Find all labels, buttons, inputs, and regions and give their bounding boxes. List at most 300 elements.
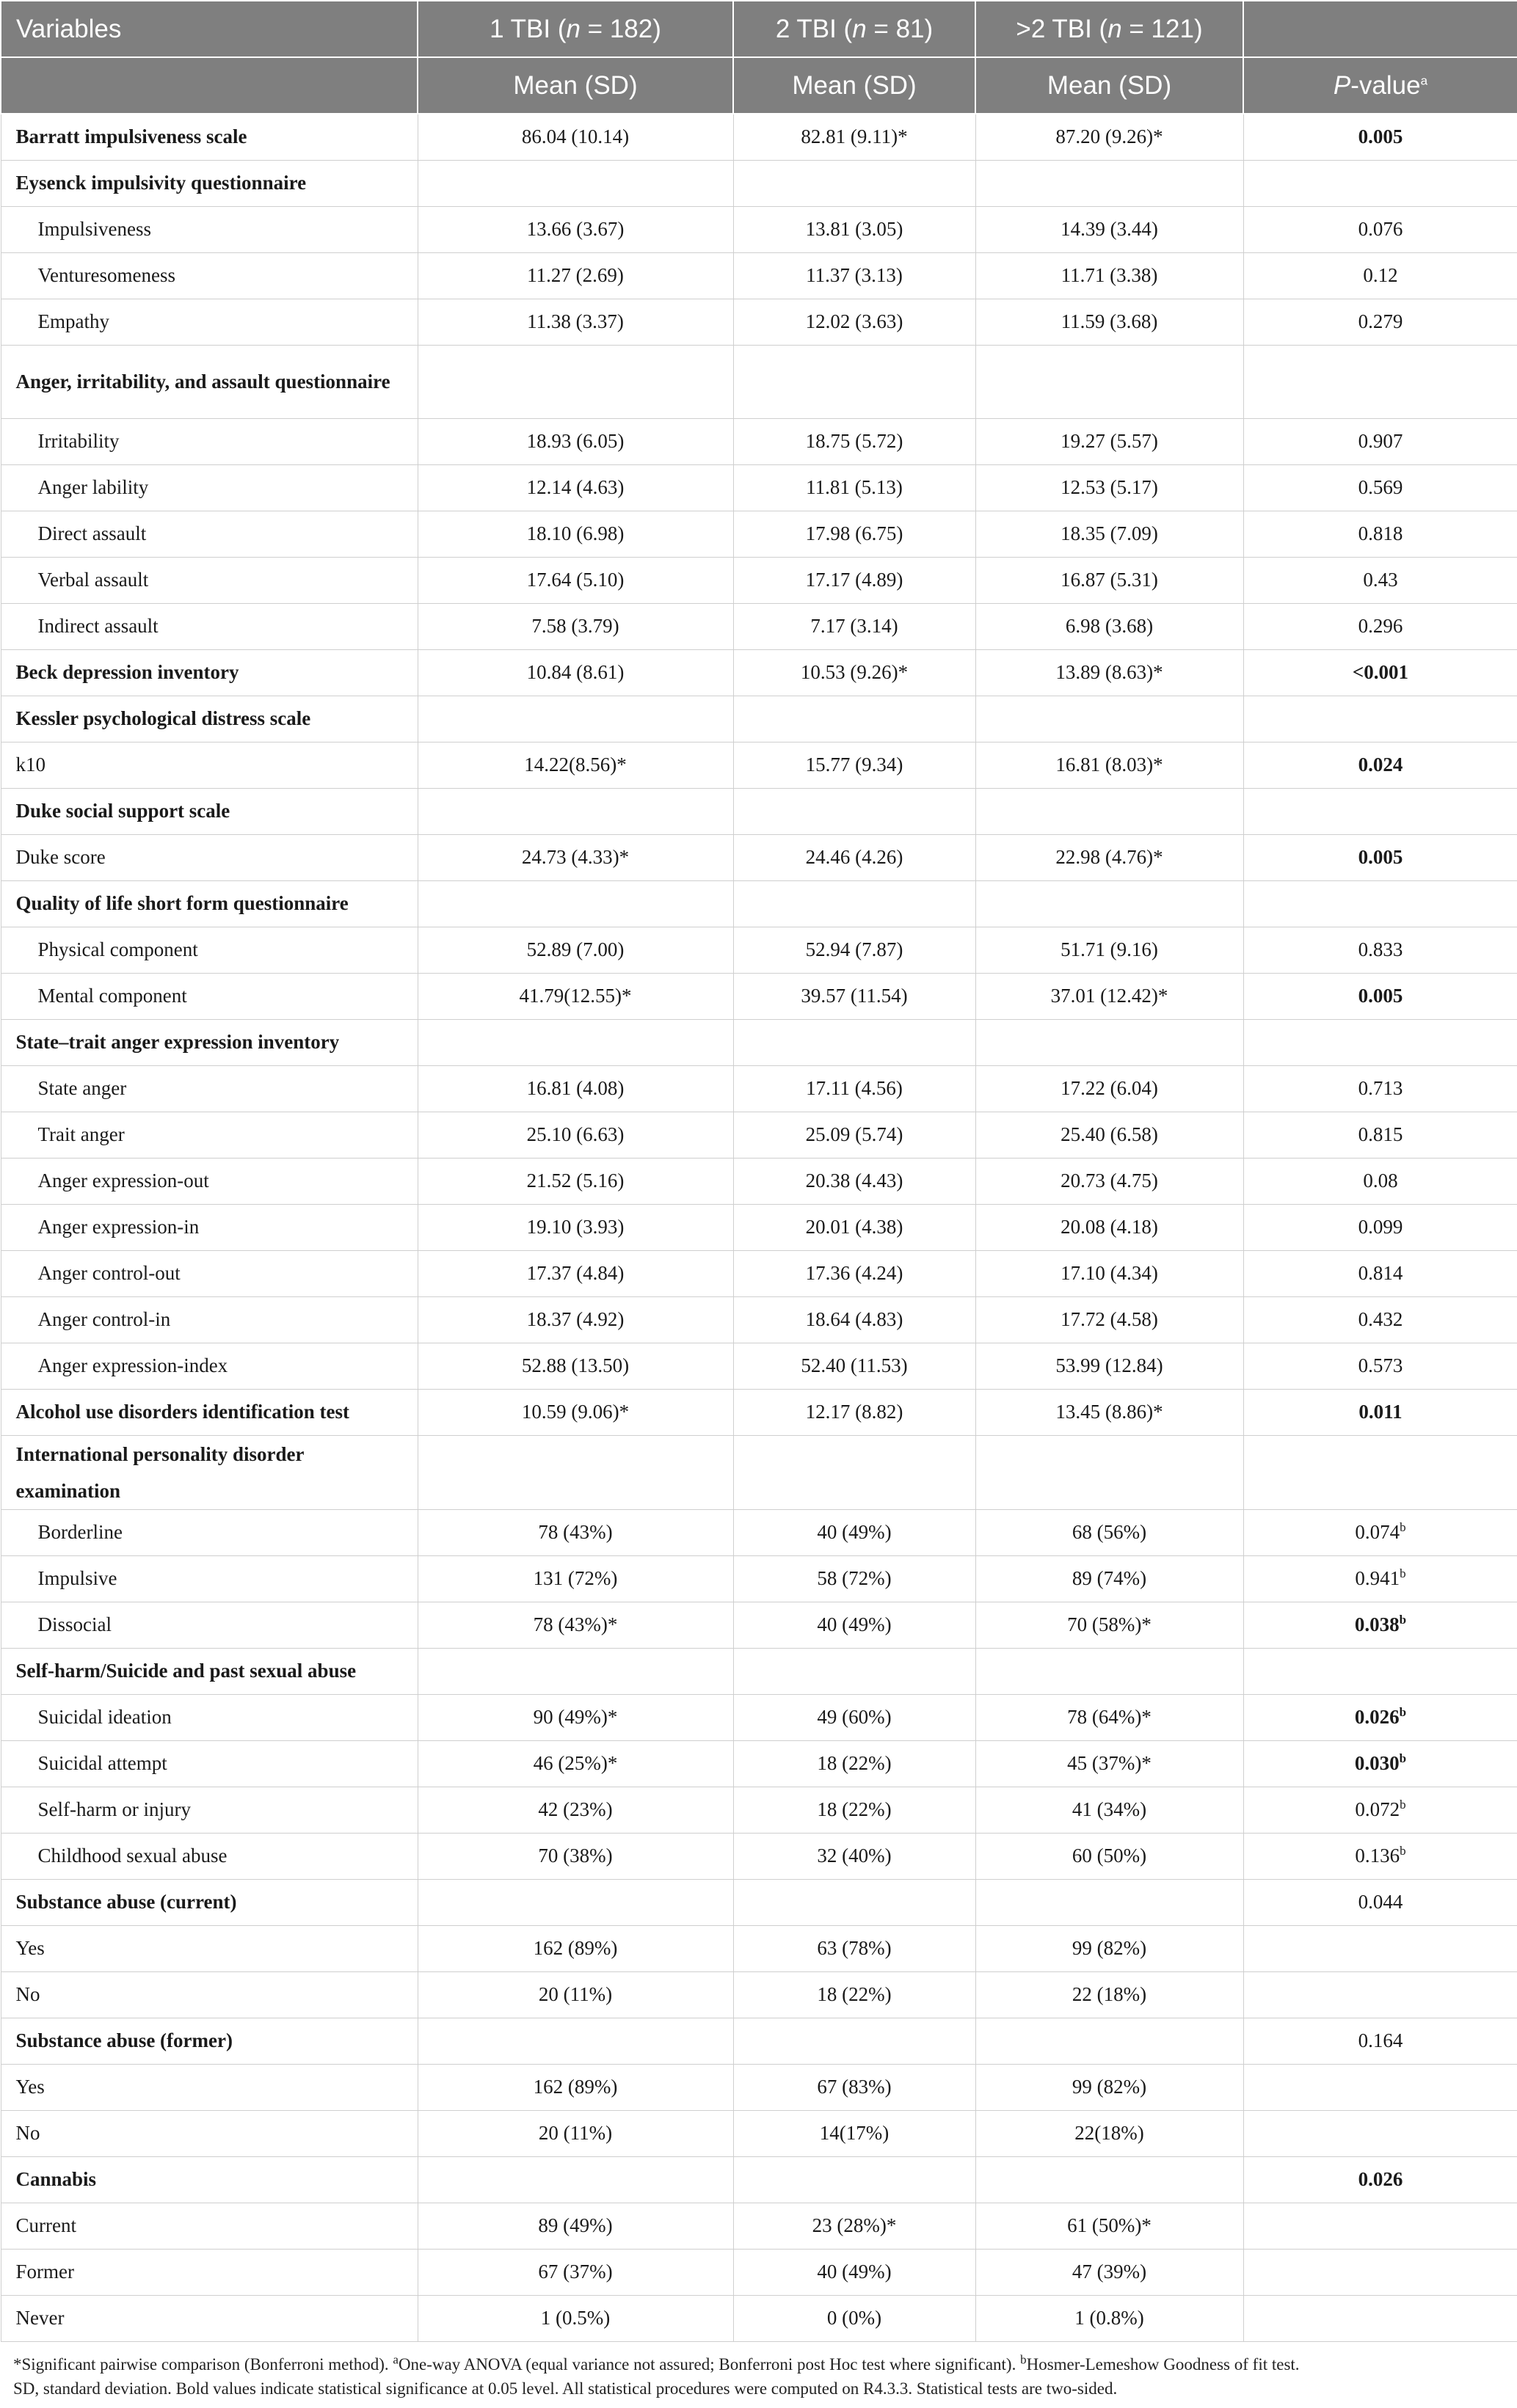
- cell-group-3: 17.22 (6.04): [975, 1065, 1243, 1112]
- cell-p-value: [1243, 2018, 1517, 2064]
- row-label: Former: [1, 2249, 418, 2295]
- cell-p-value: [1243, 1833, 1517, 1879]
- table-row: [1, 1925, 1517, 1971]
- cell-p-value: [1243, 1694, 1517, 1740]
- table-row: [1, 1833, 1517, 1879]
- cell-group-1: 19.10 (3.93): [418, 1204, 733, 1250]
- p-value-text: 0.815: [1358, 1123, 1403, 1145]
- table-row: [1, 2295, 1517, 2341]
- cell-p-value: [1243, 1648, 1517, 1694]
- header-variables: Variables: [1, 1, 418, 57]
- cell-group-3: 16.87 (5.31): [975, 557, 1243, 603]
- table-row: [1, 1602, 1517, 1648]
- p-value-footnote-mark: b: [1399, 1705, 1407, 1719]
- row-label: Yes: [1, 2064, 418, 2110]
- cell-group-3: 99 (82%): [975, 1925, 1243, 1971]
- cell-group-1: 10.84 (8.61): [418, 649, 733, 696]
- row-label: Current: [1, 2203, 418, 2249]
- cell-group-3: [975, 1019, 1243, 1065]
- table-row: [1, 1555, 1517, 1602]
- cell-group-1: [418, 880, 733, 927]
- header-blank: [1243, 1, 1517, 57]
- row-label: Alcohol use disorders identification test: [1, 1389, 418, 1435]
- cell-group-1: 16.81 (4.08): [418, 1065, 733, 1112]
- cell-p-value: [1243, 2110, 1517, 2156]
- table-row: [1, 1694, 1517, 1740]
- cell-group-3: 78 (64%)*: [975, 1694, 1243, 1740]
- cell-group-2: 52.94 (7.87): [733, 927, 975, 973]
- cell-p-value: [1243, 1019, 1517, 1065]
- row-label: International personality disorder examination: [1, 1435, 418, 1509]
- row-label: Anger control-in: [1, 1296, 418, 1343]
- cell-group-3: [975, 1435, 1243, 1509]
- table-row: [1, 1971, 1517, 2018]
- cell-group-2: 24.46 (4.26): [733, 834, 975, 880]
- cell-group-1: 162 (89%): [418, 1925, 733, 1971]
- cell-group-3: 61 (50%)*: [975, 2203, 1243, 2249]
- cell-group-3: 22(18%): [975, 2110, 1243, 2156]
- cell-group-1: 18.10 (6.98): [418, 511, 733, 557]
- p-value-text: 0.026: [1354, 1706, 1400, 1728]
- row-label: Suicidal attempt: [1, 1740, 418, 1787]
- p-value-text: 0.43: [1363, 569, 1398, 591]
- cell-p-value: [1243, 1879, 1517, 1925]
- cell-group-2: 67 (83%): [733, 2064, 975, 2110]
- cell-group-1: [418, 1879, 733, 1925]
- header-group-gt2-tbi: >2 TBI (n = 121): [975, 1, 1243, 57]
- cell-group-1: [418, 788, 733, 834]
- p-value-text: 0.164: [1358, 2029, 1403, 2051]
- cell-p-value: [1243, 1065, 1517, 1112]
- p-value-text: 0.074: [1355, 1521, 1400, 1543]
- cell-group-1: 41.79(12.55)*: [418, 973, 733, 1019]
- cell-group-2: 52.40 (11.53): [733, 1343, 975, 1389]
- cell-group-3: 51.71 (9.16): [975, 927, 1243, 973]
- cell-group-3: [975, 345, 1243, 418]
- cell-group-3: 17.10 (4.34): [975, 1250, 1243, 1296]
- cell-group-3: [975, 160, 1243, 206]
- header-group-1-tbi: 1 TBI (n = 182): [418, 1, 733, 57]
- cell-group-2: [733, 1879, 975, 1925]
- cell-group-3: [975, 696, 1243, 742]
- cell-group-3: 1 (0.8%): [975, 2295, 1243, 2341]
- table-row: [1, 1158, 1517, 1204]
- cell-group-1: 18.37 (4.92): [418, 1296, 733, 1343]
- cell-group-3: 16.81 (8.03)*: [975, 742, 1243, 788]
- row-label: Anger expression-out: [1, 1158, 418, 1204]
- cell-p-value: [1243, 2156, 1517, 2203]
- p-value-text: 0.833: [1358, 938, 1403, 960]
- cell-group-3: 89 (74%): [975, 1555, 1243, 1602]
- cell-group-1: 24.73 (4.33)*: [418, 834, 733, 880]
- cell-group-1: 52.89 (7.00): [418, 927, 733, 973]
- row-label: Irritability: [1, 418, 418, 464]
- p-value-text: 0.076: [1358, 218, 1403, 240]
- cell-group-3: 22.98 (4.76)*: [975, 834, 1243, 880]
- row-label: Yes: [1, 1925, 418, 1971]
- row-label: Childhood sexual abuse: [1, 1833, 418, 1879]
- cell-group-1: 78 (43%): [418, 1509, 733, 1555]
- cell-group-3: 87.20 (9.26)*: [975, 114, 1243, 160]
- cell-group-1: 42 (23%): [418, 1787, 733, 1833]
- cell-p-value: [1243, 345, 1517, 418]
- cell-p-value: [1243, 1740, 1517, 1787]
- cell-p-value: [1243, 418, 1517, 464]
- row-label: Substance abuse (current): [1, 1879, 418, 1925]
- cell-p-value: [1243, 696, 1517, 742]
- cell-group-1: 21.52 (5.16): [418, 1158, 733, 1204]
- table-row: [1, 1343, 1517, 1389]
- cell-group-1: [418, 345, 733, 418]
- row-label: Venturesomeness: [1, 252, 418, 299]
- header-group-2-tbi: 2 TBI (n = 81): [733, 1, 975, 57]
- cell-group-3: 12.53 (5.17): [975, 464, 1243, 511]
- cell-group-3: 20.73 (4.75): [975, 1158, 1243, 1204]
- table-row: [1, 1065, 1517, 1112]
- cell-group-2: 17.98 (6.75): [733, 511, 975, 557]
- table-row: [1, 788, 1517, 834]
- cell-group-3: 14.39 (3.44): [975, 206, 1243, 252]
- cell-group-2: 13.81 (3.05): [733, 206, 975, 252]
- cell-group-2: 23 (28%)*: [733, 2203, 975, 2249]
- cell-group-3: 45 (37%)*: [975, 1740, 1243, 1787]
- cell-group-1: 17.64 (5.10): [418, 557, 733, 603]
- cell-p-value: [1243, 973, 1517, 1019]
- header-mean-sd-3: Mean (SD): [975, 57, 1243, 114]
- p-value-text: 0.12: [1363, 264, 1398, 286]
- row-label: No: [1, 2110, 418, 2156]
- cell-group-1: 90 (49%)*: [418, 1694, 733, 1740]
- table-header: [1, 1, 1517, 114]
- cell-group-3: 18.35 (7.09): [975, 511, 1243, 557]
- cell-p-value: [1243, 927, 1517, 973]
- cell-p-value: [1243, 1389, 1517, 1435]
- cell-group-1: 7.58 (3.79): [418, 603, 733, 649]
- cell-group-2: 18 (22%): [733, 1740, 975, 1787]
- table-row: [1, 1435, 1517, 1509]
- table-row: [1, 418, 1517, 464]
- cell-p-value: [1243, 788, 1517, 834]
- cell-group-2: 20.38 (4.43): [733, 1158, 975, 1204]
- row-label: Duke social support scale: [1, 788, 418, 834]
- p-value-text: 0.005: [1358, 125, 1403, 148]
- p-value-footnote-mark: b: [1400, 1566, 1406, 1580]
- cell-p-value: [1243, 1204, 1517, 1250]
- table-row: [1, 464, 1517, 511]
- table-row: [1, 973, 1517, 1019]
- table-row: [1, 1296, 1517, 1343]
- row-label: State–trait anger expression inventory: [1, 1019, 418, 1065]
- cell-group-2: 17.36 (4.24): [733, 1250, 975, 1296]
- cell-group-2: 49 (60%): [733, 1694, 975, 1740]
- cell-p-value: [1243, 2295, 1517, 2341]
- cell-p-value: [1243, 464, 1517, 511]
- cell-group-1: 67 (37%): [418, 2249, 733, 2295]
- cell-group-2: 25.09 (5.74): [733, 1112, 975, 1158]
- p-value-text: 0.432: [1358, 1308, 1403, 1330]
- cell-group-3: 68 (56%): [975, 1509, 1243, 1555]
- cell-group-1: 86.04 (10.14): [418, 114, 733, 160]
- cell-group-2: 0 (0%): [733, 2295, 975, 2341]
- cell-group-3: [975, 1879, 1243, 1925]
- row-label: No: [1, 1971, 418, 2018]
- p-value-text: <0.001: [1352, 661, 1409, 683]
- table-row: [1, 160, 1517, 206]
- cell-group-2: [733, 1435, 975, 1509]
- table-row: [1, 2064, 1517, 2110]
- cell-group-3: [975, 1648, 1243, 1694]
- cell-group-2: [733, 1019, 975, 1065]
- cell-group-3: 47 (39%): [975, 2249, 1243, 2295]
- p-value-text: 0.011: [1358, 1401, 1403, 1423]
- row-label: Mental component: [1, 973, 418, 1019]
- cell-p-value: [1243, 1343, 1517, 1389]
- header-mean-sd-1: Mean (SD): [418, 57, 733, 114]
- table-row: [1, 1509, 1517, 1555]
- p-value-text: 0.08: [1363, 1170, 1398, 1192]
- table-row: [1, 696, 1517, 742]
- p-value-text: 0.026: [1358, 2168, 1403, 2190]
- cell-group-2: 11.81 (5.13): [733, 464, 975, 511]
- cell-group-2: 10.53 (9.26)*: [733, 649, 975, 696]
- cell-p-value: [1243, 1112, 1517, 1158]
- cell-group-2: 17.11 (4.56): [733, 1065, 975, 1112]
- cell-group-1: [418, 2018, 733, 2064]
- cell-p-value: [1243, 880, 1517, 927]
- cell-p-value: [1243, 1509, 1517, 1555]
- cell-p-value: [1243, 1158, 1517, 1204]
- row-label: Impulsiveness: [1, 206, 418, 252]
- cell-group-1: [418, 696, 733, 742]
- cell-group-2: 39.57 (11.54): [733, 973, 975, 1019]
- row-label: Anger lability: [1, 464, 418, 511]
- p-value-text: 0.296: [1358, 615, 1403, 637]
- row-label: Borderline: [1, 1509, 418, 1555]
- table-row: [1, 511, 1517, 557]
- p-value-text: 0.279: [1358, 310, 1403, 332]
- cell-group-3: 25.40 (6.58): [975, 1112, 1243, 1158]
- table-row: [1, 1879, 1517, 1925]
- row-label: Self-harm/Suicide and past sexual abuse: [1, 1648, 418, 1694]
- row-label: Eysenck impulsivity questionnaire: [1, 160, 418, 206]
- cell-group-1: 89 (49%): [418, 2203, 733, 2249]
- cell-p-value: [1243, 1602, 1517, 1648]
- row-label: Never: [1, 2295, 418, 2341]
- row-label: Trait anger: [1, 1112, 418, 1158]
- table-row: [1, 345, 1517, 418]
- cell-group-1: 11.27 (2.69): [418, 252, 733, 299]
- p-value-text: 0.024: [1358, 754, 1403, 776]
- cell-p-value: [1243, 557, 1517, 603]
- row-label: Dissocial: [1, 1602, 418, 1648]
- p-value-text: 0.907: [1358, 430, 1403, 452]
- table-row: [1, 2203, 1517, 2249]
- cell-group-1: 1 (0.5%): [418, 2295, 733, 2341]
- cell-group-2: [733, 788, 975, 834]
- row-label: Beck depression inventory: [1, 649, 418, 696]
- cell-p-value: [1243, 1296, 1517, 1343]
- cell-p-value: [1243, 160, 1517, 206]
- table-row: [1, 114, 1517, 160]
- cell-group-3: 53.99 (12.84): [975, 1343, 1243, 1389]
- p-value-footnote-mark: b: [1400, 1798, 1406, 1812]
- cell-group-3: 22 (18%): [975, 1971, 1243, 2018]
- cell-group-2: 12.02 (3.63): [733, 299, 975, 345]
- table-row: [1, 603, 1517, 649]
- cell-group-3: 20.08 (4.18): [975, 1204, 1243, 1250]
- cell-group-1: 52.88 (13.50): [418, 1343, 733, 1389]
- cell-group-2: 14(17%): [733, 2110, 975, 2156]
- cell-group-2: 11.37 (3.13): [733, 252, 975, 299]
- p-value-text: 0.573: [1358, 1354, 1403, 1376]
- table-row: [1, 252, 1517, 299]
- p-value-text: 0.072: [1355, 1798, 1400, 1820]
- table-row: [1, 834, 1517, 880]
- header-row-groups: [1, 1, 1517, 57]
- table-row: [1, 742, 1517, 788]
- cell-p-value: [1243, 2249, 1517, 2295]
- p-value-text: 0.941: [1355, 1567, 1400, 1589]
- p-value-footnote-mark: b: [1400, 1844, 1406, 1858]
- cell-group-3: 13.45 (8.86)*: [975, 1389, 1243, 1435]
- cell-group-3: 99 (82%): [975, 2064, 1243, 2110]
- table-row: [1, 1112, 1517, 1158]
- cell-group-3: 60 (50%): [975, 1833, 1243, 1879]
- cell-group-3: 19.27 (5.57): [975, 418, 1243, 464]
- row-label: Indirect assault: [1, 603, 418, 649]
- cell-group-1: [418, 1019, 733, 1065]
- row-label: Physical component: [1, 927, 418, 973]
- cell-group-3: 37.01 (12.42)*: [975, 973, 1243, 1019]
- cell-group-1: 20 (11%): [418, 1971, 733, 2018]
- table-row: [1, 1389, 1517, 1435]
- p-value-text: 0.814: [1358, 1262, 1403, 1284]
- cell-group-3: 11.59 (3.68): [975, 299, 1243, 345]
- cell-group-2: 18 (22%): [733, 1971, 975, 2018]
- cell-p-value: [1243, 742, 1517, 788]
- cell-group-1: 25.10 (6.63): [418, 1112, 733, 1158]
- cell-group-1: 14.22(8.56)*: [418, 742, 733, 788]
- table-row: [1, 1250, 1517, 1296]
- p-value-text: 0.030: [1354, 1752, 1400, 1774]
- cell-p-value: [1243, 1925, 1517, 1971]
- cell-group-3: 6.98 (3.68): [975, 603, 1243, 649]
- cell-group-1: 78 (43%)*: [418, 1602, 733, 1648]
- row-label: k10: [1, 742, 418, 788]
- row-label: Self-harm or injury: [1, 1787, 418, 1833]
- p-value-text: 0.099: [1358, 1216, 1403, 1238]
- table-row: [1, 1019, 1517, 1065]
- row-label: Impulsive: [1, 1555, 418, 1602]
- cell-group-3: 17.72 (4.58): [975, 1296, 1243, 1343]
- row-label: Substance abuse (former): [1, 2018, 418, 2064]
- cell-group-3: [975, 2018, 1243, 2064]
- cell-group-1: 13.66 (3.67): [418, 206, 733, 252]
- table-body: [1, 114, 1517, 2341]
- cell-group-1: [418, 160, 733, 206]
- table-row: [1, 1787, 1517, 1833]
- table-row: [1, 206, 1517, 252]
- p-value-footnote-mark: b: [1399, 1613, 1407, 1627]
- cell-group-1: 12.14 (4.63): [418, 464, 733, 511]
- row-label: Barratt impulsiveness scale: [1, 114, 418, 160]
- row-label: Anger, irritability, and assault questionnaire: [1, 345, 418, 418]
- cell-p-value: [1243, 299, 1517, 345]
- cell-group-2: 18 (22%): [733, 1787, 975, 1833]
- cell-p-value: [1243, 1787, 1517, 1833]
- cell-group-1: 70 (38%): [418, 1833, 733, 1879]
- p-value-footnote-mark: b: [1400, 1520, 1406, 1534]
- row-label: Direct assault: [1, 511, 418, 557]
- cell-group-1: 17.37 (4.84): [418, 1250, 733, 1296]
- cell-p-value: [1243, 603, 1517, 649]
- row-label: Kessler psychological distress scale: [1, 696, 418, 742]
- header-blank-variables: [1, 57, 418, 114]
- cell-group-2: 18.75 (5.72): [733, 418, 975, 464]
- row-label: Empathy: [1, 299, 418, 345]
- cell-group-2: 58 (72%): [733, 1555, 975, 1602]
- cell-group-2: [733, 1648, 975, 1694]
- cell-p-value: [1243, 649, 1517, 696]
- cell-group-1: 162 (89%): [418, 2064, 733, 2110]
- cell-group-2: 40 (49%): [733, 1602, 975, 1648]
- p-value-text: 0.038: [1354, 1613, 1400, 1635]
- cell-p-value: [1243, 2203, 1517, 2249]
- cell-group-3: [975, 880, 1243, 927]
- table-row: [1, 649, 1517, 696]
- table-row: [1, 2018, 1517, 2064]
- cell-group-2: 15.77 (9.34): [733, 742, 975, 788]
- row-label: Quality of life short form questionnaire: [1, 880, 418, 927]
- cell-p-value: [1243, 114, 1517, 160]
- cell-group-1: 20 (11%): [418, 2110, 733, 2156]
- table-row: [1, 2110, 1517, 2156]
- cell-group-3: 41 (34%): [975, 1787, 1243, 1833]
- p-value-text: 0.136: [1355, 1845, 1400, 1867]
- row-label: Cannabis: [1, 2156, 418, 2203]
- footnote-line-2: SD, standard deviation. Bold values indicate statistical significance at 0.05 level. All statistical procedures were computed on R4.3.3. Statistical tests are two-sided.: [13, 2379, 1118, 2398]
- table-footnote: [0, 2342, 1517, 2401]
- footnote-line-1: *Significant pairwise comparison (Bonferroni method). $^a$One-way ANOVA (equal variance not assured; Bonferroni post Hoc test where significant). $^b$Hosmer-Lemeshow Goodness of fit test.: [13, 2352, 1300, 2374]
- table-row: [1, 927, 1517, 973]
- cell-group-3: 13.89 (8.63)*: [975, 649, 1243, 696]
- p-value-footnote-mark: b: [1399, 1751, 1407, 1765]
- table-row: [1, 880, 1517, 927]
- cell-group-2: [733, 696, 975, 742]
- cell-group-2: [733, 2018, 975, 2064]
- row-label: Anger control-out: [1, 1250, 418, 1296]
- cell-group-3: 70 (58%)*: [975, 1602, 1243, 1648]
- cell-p-value: [1243, 1555, 1517, 1602]
- cell-group-2: 40 (49%): [733, 1509, 975, 1555]
- row-label: Suicidal ideation: [1, 1694, 418, 1740]
- p-value-text: 0.569: [1358, 476, 1403, 498]
- row-label: Duke score: [1, 834, 418, 880]
- table-row: [1, 1204, 1517, 1250]
- cell-group-2: 63 (78%): [733, 1925, 975, 1971]
- cell-group-2: 32 (40%): [733, 1833, 975, 1879]
- cell-group-2: 40 (49%): [733, 2249, 975, 2295]
- row-label: Anger expression-in: [1, 1204, 418, 1250]
- p-value-text: 0.005: [1358, 985, 1403, 1007]
- p-value-text: 0.713: [1358, 1077, 1403, 1099]
- header-row-stats: [1, 57, 1517, 114]
- cell-p-value: [1243, 834, 1517, 880]
- cell-group-2: [733, 2156, 975, 2203]
- cell-group-2: [733, 345, 975, 418]
- p-value-text: 0.818: [1358, 522, 1403, 544]
- p-value-text: 0.005: [1358, 846, 1403, 868]
